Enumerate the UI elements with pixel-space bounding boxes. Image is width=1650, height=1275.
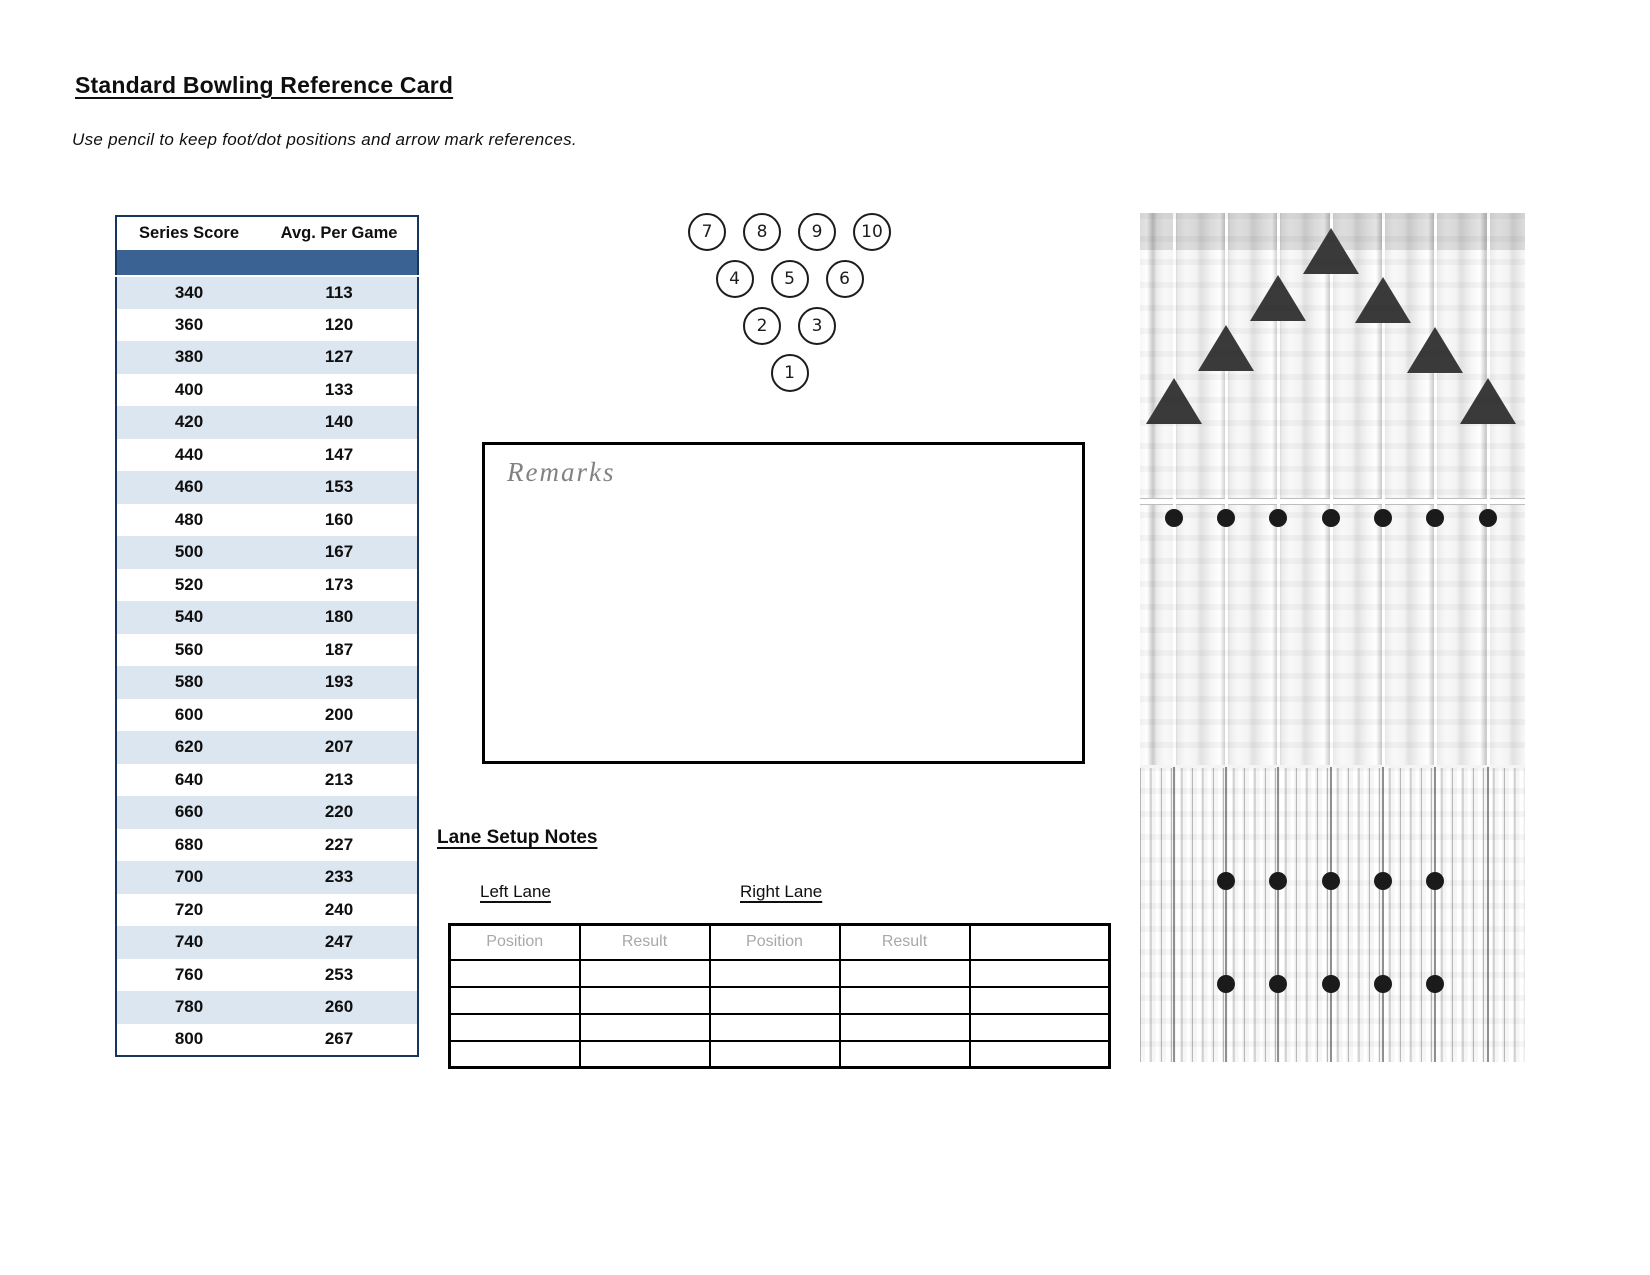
series-score-cell: 440	[174, 444, 204, 464]
score-row	[116, 471, 418, 504]
approach-dot-icon	[1217, 975, 1235, 993]
avg-per-game-cell: 193	[324, 672, 354, 692]
avg-per-game-cell: 267	[324, 1029, 354, 1049]
series-score-cell: 580	[174, 672, 204, 692]
approach-dot-icon	[1322, 872, 1340, 890]
lane-target-dot-icon	[1269, 509, 1287, 527]
notes-column-header-1: Position	[450, 925, 580, 960]
pin-2: 2	[743, 307, 781, 345]
notes-row	[450, 987, 1110, 1014]
avg-per-game-cell: 160	[324, 509, 354, 529]
approach-board-line	[1225, 767, 1227, 1062]
pin-5: 5	[771, 260, 809, 298]
lane-horizontal-seam	[1140, 499, 1525, 504]
approach-board-line	[1173, 767, 1175, 1062]
notes-empty-cell	[970, 1014, 1110, 1041]
score-row	[116, 276, 418, 309]
lane-diagram	[1140, 213, 1525, 1062]
avg-per-game-cell: 220	[324, 802, 354, 822]
approach-board-line	[1330, 767, 1332, 1062]
series-score-cell: 780	[174, 997, 204, 1017]
score-row	[116, 666, 418, 699]
lane-target-dot-icon	[1426, 509, 1444, 527]
notes-empty-cell	[710, 987, 840, 1014]
approach-board-line	[1277, 767, 1279, 1062]
score-row	[116, 569, 418, 602]
series-score-cell: 640	[174, 769, 204, 789]
score-row	[116, 926, 418, 959]
score-row	[116, 341, 418, 374]
board-seam	[1330, 213, 1333, 767]
series-score-cell: 540	[174, 607, 204, 627]
score-row	[116, 764, 418, 797]
score-row	[116, 634, 418, 667]
pin-3: 3	[798, 307, 836, 345]
score-row	[116, 991, 418, 1024]
notes-empty-cell	[970, 987, 1110, 1014]
notes-column-header-2: Result	[580, 925, 710, 960]
series-score-cell: 680	[174, 834, 204, 854]
page-subtitle: Use pencil to keep foot/dot positions and arrow mark references.	[72, 130, 577, 149]
series-score-cell: 340	[174, 282, 204, 302]
score-row	[116, 796, 418, 829]
avg-per-game-cell: 227	[324, 834, 354, 854]
remarks-label: Remarks	[507, 457, 616, 487]
pin-10: 10	[853, 213, 891, 251]
notes-row	[450, 960, 1110, 987]
approach-dot-icon	[1217, 872, 1235, 890]
notes-empty-cell	[580, 987, 710, 1014]
pin-1: 1	[771, 354, 809, 392]
score-row	[116, 406, 418, 439]
series-score-cell: 380	[174, 347, 204, 367]
avg-per-game-cell: 213	[324, 769, 354, 789]
score-row	[116, 699, 418, 732]
lane-arrow-icon	[1146, 378, 1202, 424]
score-table-body	[116, 276, 418, 1056]
lane-target-dot-icon	[1322, 509, 1340, 527]
score-row	[116, 309, 418, 342]
approach-dot-icon	[1269, 975, 1287, 993]
pin-6: 6	[826, 260, 864, 298]
score-row	[116, 829, 418, 862]
series-score-cell: 760	[174, 964, 204, 984]
notes-empty-cell	[970, 1041, 1110, 1068]
score-row	[116, 959, 418, 992]
approach-board-line	[1382, 767, 1384, 1062]
notes-empty-cell	[450, 1041, 580, 1068]
series-score-cell: 720	[174, 899, 204, 919]
score-row	[116, 374, 418, 407]
avg-per-game-cell: 240	[324, 899, 354, 919]
notes-empty-cell	[840, 960, 970, 987]
score-row	[116, 731, 418, 764]
lane-arrow-icon	[1355, 277, 1411, 323]
avg-per-game-cell: 113	[325, 282, 353, 302]
approach-dot-icon	[1426, 872, 1444, 890]
avg-per-game-cell: 153	[324, 477, 354, 497]
avg-per-game-cell: 180	[324, 607, 354, 627]
series-score-cell: 560	[174, 639, 204, 659]
score-row	[116, 536, 418, 569]
lane-boards-upper	[1140, 213, 1525, 767]
lane-arrow-icon	[1460, 378, 1516, 424]
lane-target-dot-icon	[1165, 509, 1183, 527]
notes-empty-cell	[450, 1014, 580, 1041]
notes-column-header-empty	[970, 925, 1110, 960]
lane-arrow-icon	[1303, 228, 1359, 274]
notes-empty-cell	[970, 960, 1110, 987]
pin-diagram	[688, 213, 913, 448]
notes-empty-cell	[840, 1041, 970, 1068]
board-seam	[1173, 213, 1176, 767]
avg-per-game-cell: 207	[324, 737, 354, 757]
lane-arrow-icon	[1250, 275, 1306, 321]
avg-per-game-cell: 247	[324, 932, 354, 952]
separator-band	[116, 250, 418, 276]
score-row	[116, 439, 418, 472]
series-score-cell: 600	[174, 704, 204, 724]
avg-per-game-cell: 233	[324, 867, 354, 887]
board-seam	[1434, 213, 1437, 767]
notes-empty-cell	[840, 1014, 970, 1041]
notes-row	[450, 1014, 1110, 1041]
avg-per-game-cell: 120	[324, 314, 354, 334]
series-score-cell: 500	[174, 542, 204, 562]
pin-9: 9	[798, 213, 836, 251]
right-lane-label: Right Lane	[740, 882, 823, 901]
series-score-cell: 400	[174, 379, 204, 399]
notes-empty-cell	[580, 1014, 710, 1041]
series-score-cell: 520	[174, 574, 204, 594]
separator-row	[116, 250, 418, 276]
lane-setup-heading: Lane Setup Notes	[437, 827, 598, 848]
pin-4: 4	[716, 260, 754, 298]
avg-per-game-cell: 187	[324, 639, 354, 659]
notes-header-row	[450, 925, 1110, 960]
score-table-header-row	[116, 216, 418, 250]
board-seam	[1487, 213, 1490, 767]
score-row	[116, 504, 418, 537]
approach-dot-icon	[1426, 975, 1444, 993]
avg-per-game-cell: 167	[324, 542, 354, 562]
approach-dot-icon	[1269, 872, 1287, 890]
approach-dot-icon	[1374, 975, 1392, 993]
lane-approach-seam	[1140, 765, 1525, 768]
avg-per-game-column-header: Avg. Per Game	[261, 216, 418, 250]
page-title: Standard Bowling Reference Card	[75, 72, 454, 98]
avg-per-game-cell: 127	[324, 347, 354, 367]
notes-empty-cell	[710, 1041, 840, 1068]
notes-empty-cell	[710, 960, 840, 987]
avg-per-game-cell: 253	[324, 964, 354, 984]
notes-empty-cell	[580, 1041, 710, 1068]
approach-dot-icon	[1374, 872, 1392, 890]
avg-per-game-cell: 173	[324, 574, 354, 594]
lane-target-dot-icon	[1479, 509, 1497, 527]
lane-arrow-icon	[1407, 327, 1463, 373]
pin-8: 8	[743, 213, 781, 251]
lane-approach-area	[1140, 767, 1525, 1062]
series-score-cell: 360	[174, 314, 204, 334]
lane-target-dot-icon	[1374, 509, 1392, 527]
score-row	[116, 861, 418, 894]
approach-board-line	[1434, 767, 1436, 1062]
series-score-cell: 700	[174, 867, 204, 887]
series-score-cell: 480	[174, 509, 204, 529]
notes-empty-cell	[450, 960, 580, 987]
series-score-cell: 740	[174, 932, 204, 952]
score-row	[116, 894, 418, 927]
score-table	[115, 215, 419, 1057]
lane-setup-table	[448, 923, 1111, 1069]
notes-empty-cell	[840, 987, 970, 1014]
avg-per-game-cell: 200	[324, 704, 354, 724]
score-row	[116, 1024, 418, 1057]
approach-board-line	[1487, 767, 1489, 1062]
notes-empty-cell	[450, 987, 580, 1014]
remarks-box	[482, 442, 1085, 764]
board-seam	[1225, 213, 1228, 767]
series-score-column-header: Series Score	[116, 216, 261, 250]
notes-column-header-4: Result	[840, 925, 970, 960]
avg-per-game-cell: 133	[324, 379, 354, 399]
series-score-cell: 660	[174, 802, 204, 822]
series-score-cell: 460	[174, 477, 204, 497]
lane-target-dot-icon	[1217, 509, 1235, 527]
pin-7: 7	[688, 213, 726, 251]
series-score-cell: 620	[174, 737, 204, 757]
score-row	[116, 601, 418, 634]
lane-arrow-icon	[1198, 325, 1254, 371]
notes-empty-cell	[580, 960, 710, 987]
notes-row	[450, 1041, 1110, 1068]
notes-column-header-3: Position	[710, 925, 840, 960]
avg-per-game-cell: 260	[324, 997, 354, 1017]
avg-per-game-cell: 147	[324, 444, 354, 464]
left-lane-label: Left Lane	[480, 882, 551, 901]
avg-per-game-cell: 140	[324, 412, 354, 432]
approach-dot-icon	[1322, 975, 1340, 993]
series-score-cell: 800	[174, 1029, 204, 1049]
series-score-cell: 420	[174, 412, 204, 432]
notes-empty-cell	[710, 1014, 840, 1041]
notes-body	[450, 960, 1110, 1068]
